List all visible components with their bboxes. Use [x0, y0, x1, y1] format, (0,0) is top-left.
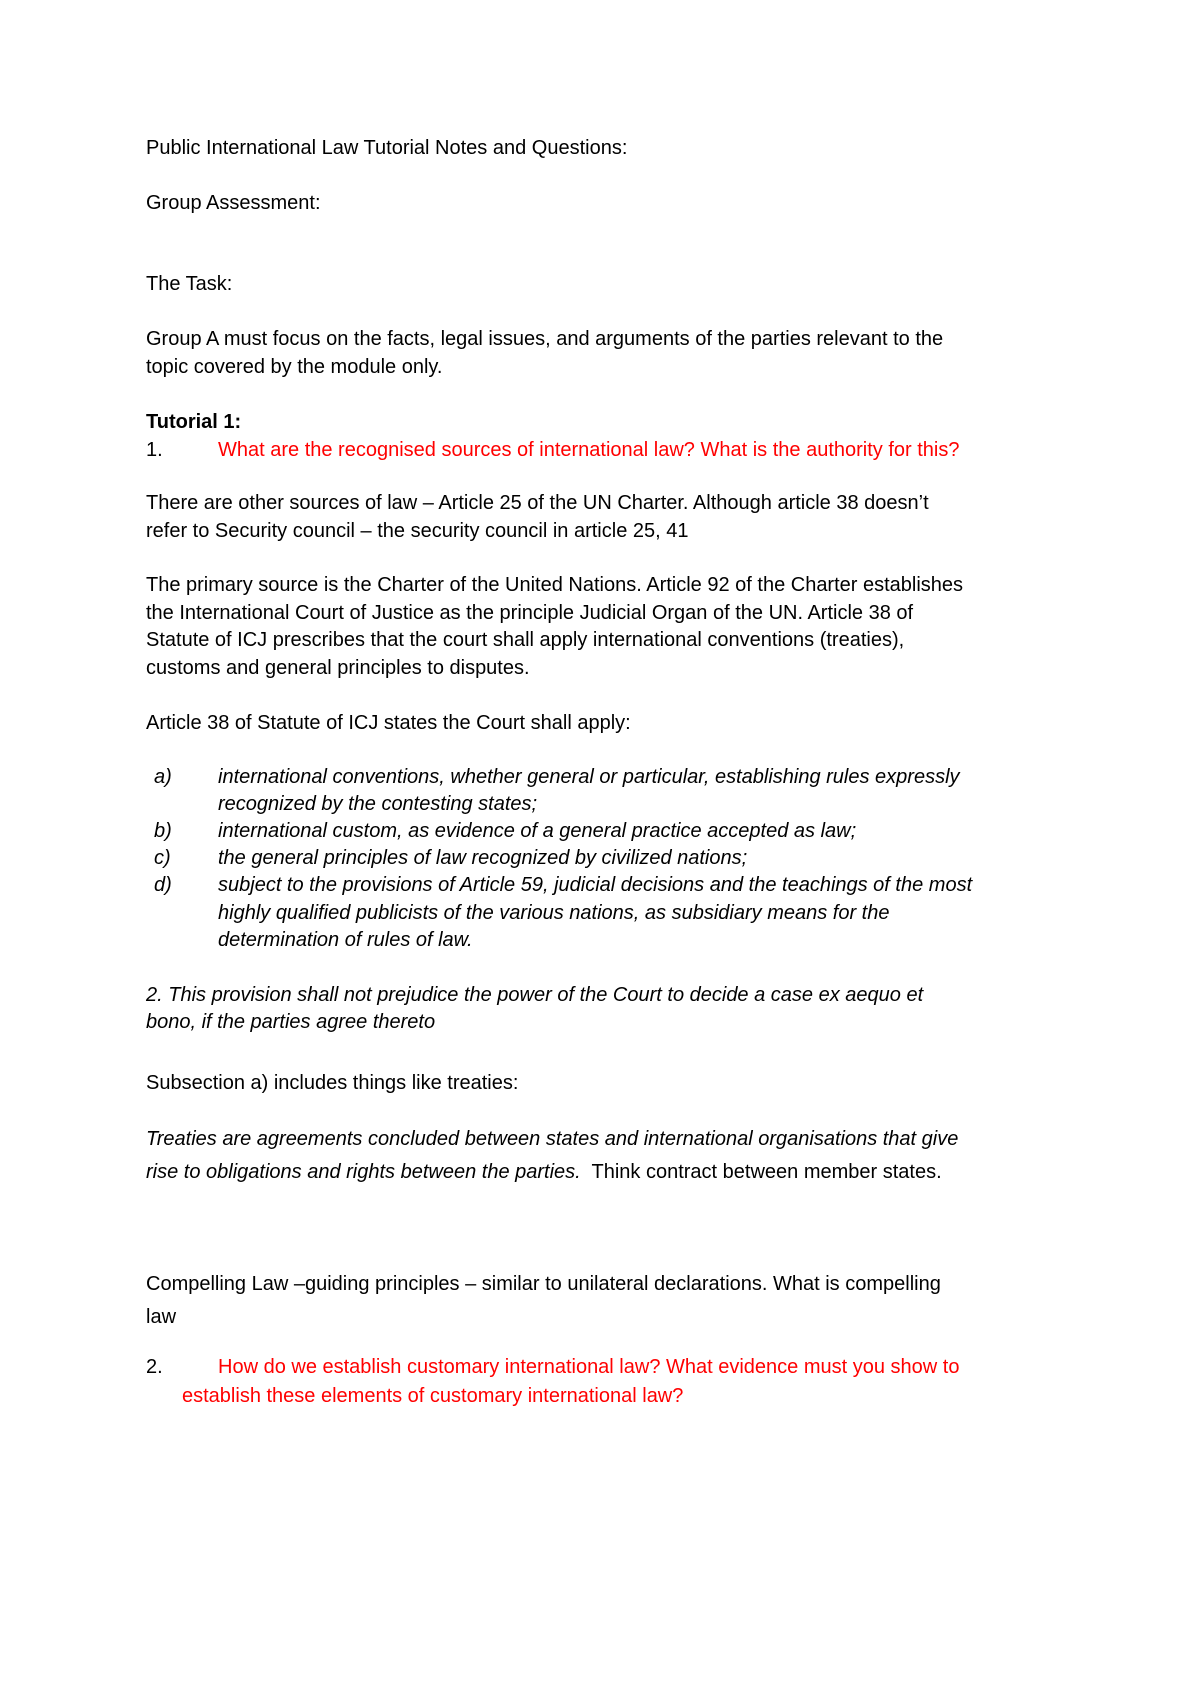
article38-intro: Article 38 of Statute of ICJ states the Court shall apply: — [146, 712, 631, 734]
list-item-a-line-1: international conventions, whether general or particular, establishing rules expressly — [218, 766, 960, 788]
task-heading: The Task: — [146, 273, 233, 295]
treaties-line-2-normal: Think contract between member states. — [591, 1161, 942, 1183]
list-letter-c: c) — [154, 847, 171, 869]
treaties-line-2-italic: rise to obligations and rights between the parties. — [146, 1161, 581, 1183]
group-assessment-label: Group Assessment: — [146, 192, 321, 214]
provision-2-line-1: 2. This provision shall not prejudice the power of the Court to decide a case ex aequo et — [146, 984, 924, 1006]
question-1-text: What are the recognised sources of international law? What is the authority for this? — [218, 439, 960, 461]
document-title: Public International Law Tutorial Notes and Questions: — [146, 137, 628, 159]
primary-source-line-2: the International Court of Justice as the principle Judicial Organ of the UN. Article 38 of — [146, 602, 914, 624]
treaties-line-2 — [146, 1159, 942, 1185]
list-item-d-line-3: determination of rules of law. — [218, 929, 473, 951]
other-sources-line-2: refer to Security council – the security council in article 25, 41 — [146, 520, 689, 542]
primary-source-line-4: customs and general principles to disputes. — [146, 657, 530, 679]
document-page — [146, 0, 1076, 1698]
tutorial-heading: Tutorial 1: — [146, 411, 242, 433]
list-item-a-line-2: recognized by the contesting states; — [218, 793, 538, 815]
list-letter-a: a) — [154, 766, 172, 788]
question-2-number: 2. — [146, 1356, 163, 1378]
list-item-c-line-1: the general principles of law recognized by civilized nations; — [218, 847, 748, 869]
other-sources-line-1: There are other sources of law – Article 25 of the UN Charter. Although article 38 doesn’t — [146, 492, 929, 514]
list-letter-b: b) — [154, 820, 172, 842]
subsection-a-heading: Subsection a) includes things like treaties: — [146, 1072, 519, 1094]
compelling-law-line-1: Compelling Law –guiding principles – similar to unilateral declarations. What is compelling — [146, 1273, 941, 1295]
question-1-number: 1. — [146, 439, 163, 461]
primary-source-line-3: Statute of ICJ prescribes that the court shall apply international conventions (treaties), — [146, 629, 905, 651]
list-item-d-line-2: highly qualified publicists of the various nations, as subsidiary means for the — [218, 902, 890, 924]
treaties-line-1: Treaties are agreements concluded between states and international organisations that give — [146, 1128, 959, 1150]
compelling-law-line-2: law — [146, 1306, 177, 1328]
primary-source-line-1: The primary source is the Charter of the United Nations. Article 92 of the Charter establishes — [146, 574, 964, 596]
question-2-line-2: establish these elements of customary international law? — [182, 1385, 684, 1407]
question-2-line-1: How do we establish customary international law? What evidence must you show to — [218, 1356, 960, 1378]
list-item-d-line-1: subject to the provisions of Article 59, judicial decisions and the teachings of the most — [218, 874, 973, 896]
task-line-2: topic covered by the module only. — [146, 356, 443, 378]
provision-2-line-2: bono, if the parties agree thereto — [146, 1011, 436, 1033]
task-line-1: Group A must focus on the facts, legal issues, and arguments of the parties relevant to the — [146, 328, 944, 350]
list-letter-d: d) — [154, 874, 172, 896]
list-item-b-line-1: international custom, as evidence of a general practice accepted as law; — [218, 820, 857, 842]
